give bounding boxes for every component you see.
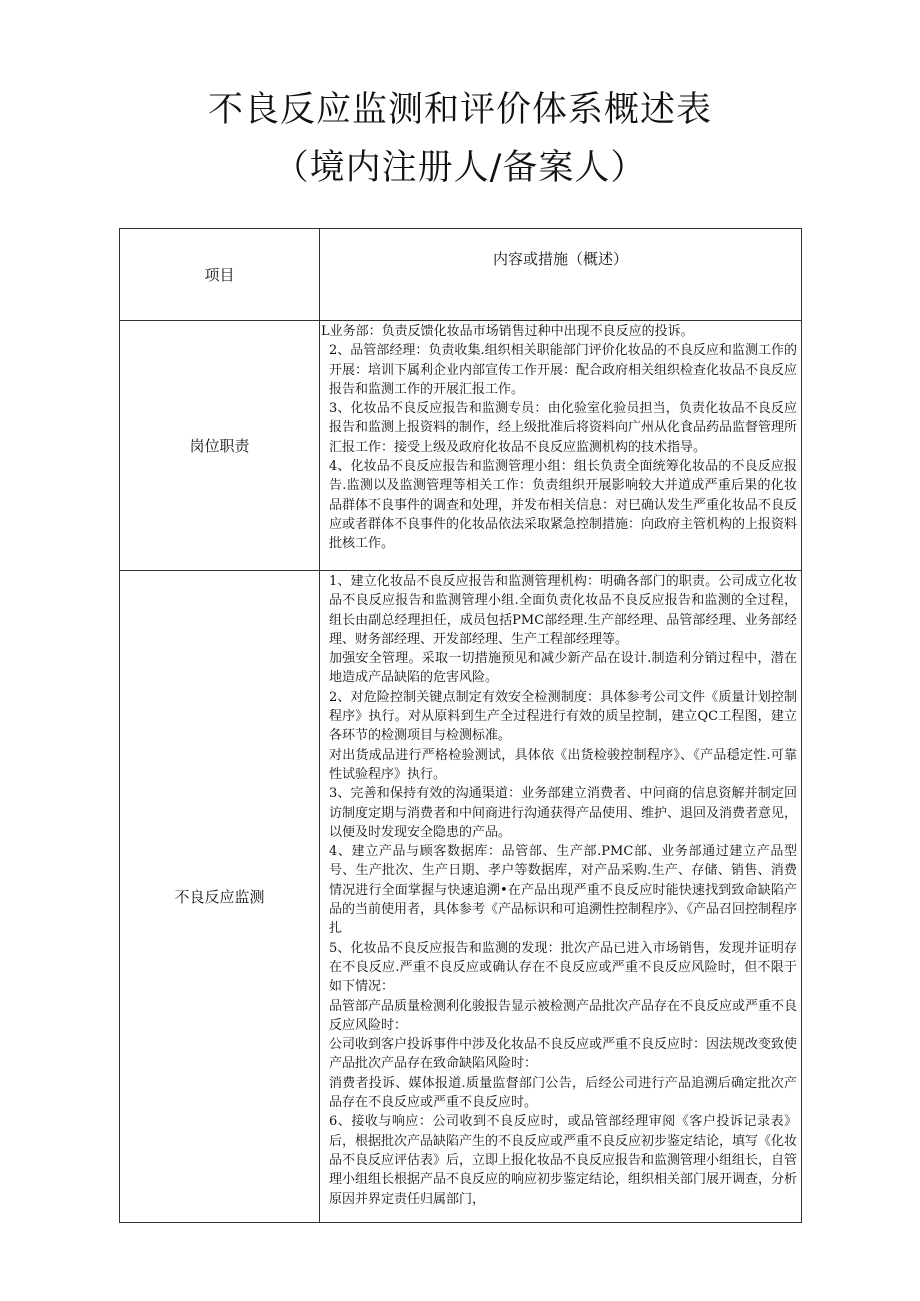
duty-content-cell [320, 321, 802, 571]
header-item-cell: 项目 [120, 229, 320, 321]
header-content-cell: 内容或措施（概述） [320, 229, 802, 321]
monitor-paragraph-10: 消费者投诉、媒体报道.质量监督部门公告，后经公司进行产品追溯后确定批次产品存在不良反应或严重不良反应时。 [329, 1075, 797, 1111]
monitor-paragraph-9: 公司收到客户投诉事件中涉及化妆品不良反应或严重不良反应时：因法规改变致使产品批次产品存在致命缺陷风险时： [329, 1037, 798, 1072]
monitor-paragraph-11: 6、接收与响应：公司收到不良反应时，或品管部经理审阅《客户投诉记录表》后，根据批次产品缺陷产生的不良反应或严重不良反应初步鉴定结论，填写《化妆品不良反应评估表》后，立即上报化妆品不良反应报告和监测管理小组组长，自管理小组组长根据产品不良反应的响应初步鉴定结论，组织相关部门展开调查，分析原因并界定责任归属部门， [329, 1114, 798, 1207]
document-title: 不良反应监测和评价体系概述表 [207, 90, 712, 130]
monitor-paragraph-6: 4、建立产品与顾客数据库：品管部、生产部.PMC部、业务部通过建立产品型号、生产批次、生产日期、孝户等数据库，对产品采购.生产、存储、销售、消费情况进行全面掌握与快速追溯•在产品出现严重不良反应时能快速找到致命缺陷产品的当前使用者，具体参考《产品标识和可追溯性控制程序》、《产品召回控制程序扎 [329, 844, 798, 937]
monitor-paragraph-1: 1、建立化妆品不良反应报告和监测管理机构：明确各部门的职责。公司成立化妆品不良反应报告和监测管理小组.全面负责化妆品不良反应报告和监测的全过程，组长由副总经理担任，成员包括PMC部经理.生产部经理、品管部经理、业务部经理、财务部经理、开发部经理、生产工程部经理等。 [329, 574, 797, 647]
monitor-paragraph-3: 2、对危险控制关键点制定有效安全检测制度：具体参考公司文件《质量计划控制程序》执行。对从原料到生产全过程进行有效的质呈控制，建立QC工程图，建立各环节的检测项目与检测标准。 [329, 689, 797, 744]
duty-paragraph-4: 4、化妆品不良反应报告和监测管理小组：组长负责全面统筹化妆品的不良反应报告.监测以及监测管理等相关工作：负责组织开展影响较大并道成严重后果的化妆品群体不良事件的调查和处理，并发布相关信息：对巳确认发生严重化妆品不良反应或者群体不良事件的化妆品依法采取紧急控制措施：向政府主管机构的上报资料批核工作。 [329, 459, 798, 552]
monitor-label: 不良反应监测 [120, 571, 320, 1223]
duty-label: 岗位职责 [120, 321, 320, 571]
table-header-row [120, 229, 802, 321]
document-subtitle: （境内注册人/备案人） [273, 148, 647, 188]
monitor-paragraph-8: 品管部产品质量检测利化骏报告显示被检测产品批次产品存在不良反应或严重不良反应风险时： [329, 998, 798, 1033]
monitor-paragraph-5: 3、完善和保持有效的沟通渠道：业务部建立消费者、中问商的信息资解并制定回访制度定期与消费者和中间商进行沟通获得产品使用、维护、退回及消费者意见，以便及时发现安全隐患的产品。 [329, 786, 798, 840]
monitor-paragraph-7: 5、化妆品不良反应报告和监测的发现：批次产品已进入市场销售，发现并证明存在不良反应.严重不良反应或确认存在不良反应或严重不良反应风险时，但不限于如下情况： [329, 940, 797, 995]
duty-paragraph-1: L业务部：负责反馈化妆品市场销售过种中出现不良反应的投诉。 [321, 324, 694, 339]
table-row-monitor [120, 571, 802, 1223]
overview-table [119, 228, 802, 1223]
duty-paragraph-3: 3、化妆品不良反应报告和监测专员：由化验室化验员担当，负责化妆品不良反应报告和监测上报资料的制作，经上级批准后将资料向广州从化食品药品监督管理所汇报工作：接受上级及政府化妆品不良反应监测机构的技术指导。 [329, 401, 798, 455]
duty-paragraph-2: 2、品管部经理：负责收集.组织相关职能部门评价化妆品的不良反应和监测工作的开展：培训下属利企业内部宣传工作开展：配合政府相关组织检查化妆品不良反应报告和监测工作的开展汇报工作。 [329, 343, 798, 397]
monitor-paragraph-4: 对出货成品进行严格检验测试，具体依《出货检骏控制程序》、《产品穏定性.可靠性试验程序》执行。 [329, 747, 797, 782]
table-row-duty [120, 321, 802, 571]
monitor-content-cell [320, 571, 802, 1223]
monitor-paragraph-2: 加强安全管理。采取一切措施预见和减少新产品在设计.制造利分销过程中，潜在地造成产品缺陷的危害风险。 [329, 651, 797, 686]
